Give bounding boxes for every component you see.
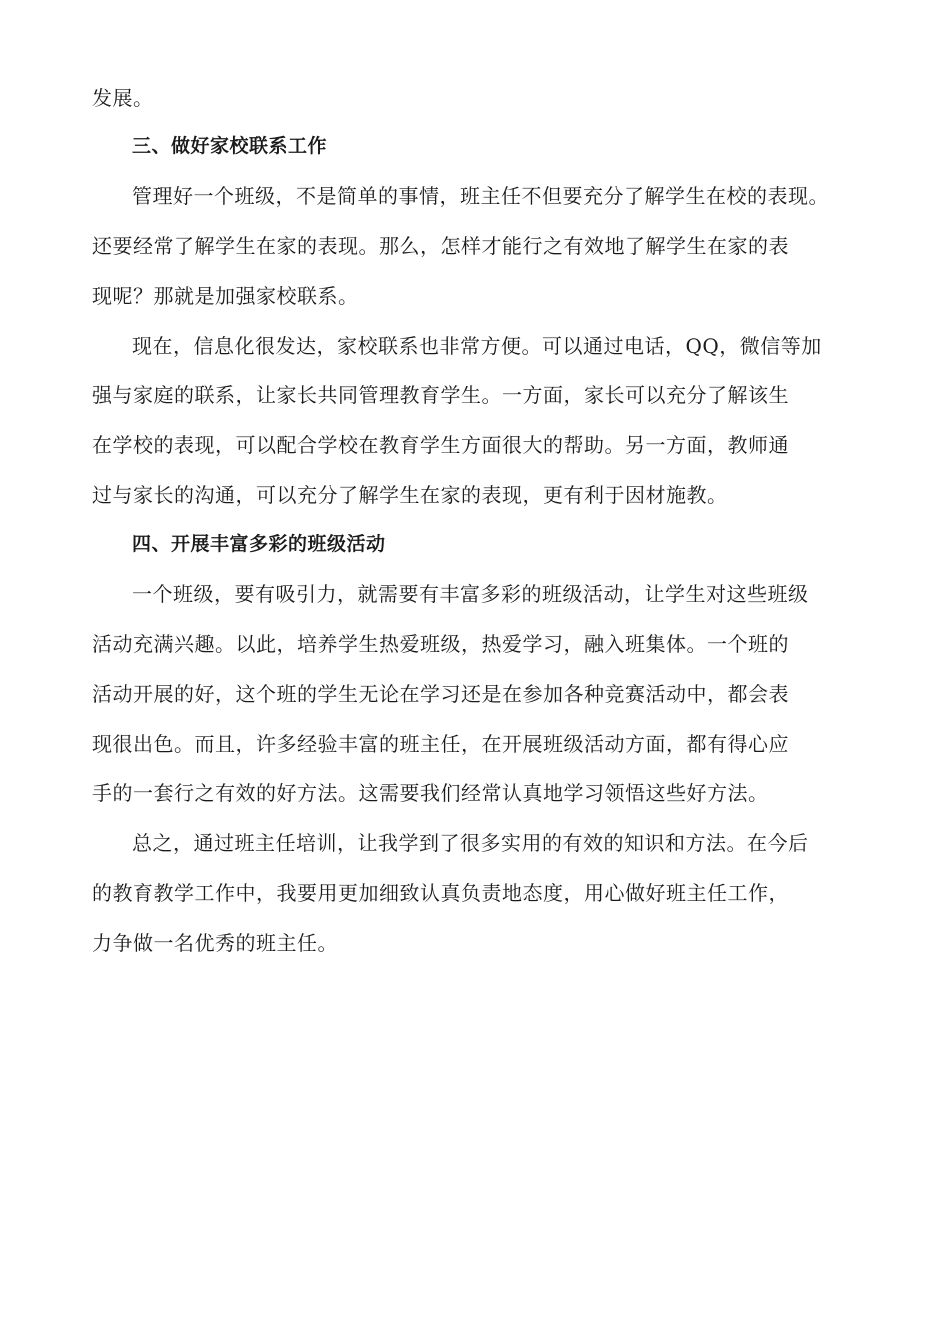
body-line: 管理好一个班级，不是简单的事情，班主任不但要充分了解学生在校的表现。 — [132, 184, 829, 208]
section-heading: 四、开展丰富多彩的班级活动 — [132, 533, 386, 555]
body-line: 活动开展的好，这个班的学生无论在学习还是在参加各种竞赛活动中，都会表 — [92, 682, 789, 706]
section-heading: 三、做好家校联系工作 — [132, 135, 328, 157]
body-line: 力争做一名优秀的班主任。 — [92, 931, 338, 955]
body-line: 总之，通过班主任培训，让我学到了很多实用的有效的知识和方法。在今后 — [132, 831, 809, 855]
body-line: 过与家长的沟通，可以充分了解学生在家的表现，更有利于因材施教。 — [92, 483, 728, 507]
body-line: 现很出色。而且，许多经验丰富的班主任，在开展班级活动方面，都有得心应 — [92, 732, 789, 756]
body-line: 一个班级，要有吸引力，就需要有丰富多彩的班级活动，让学生对这些班级 — [132, 582, 809, 606]
body-line: 现在，信息化很发达，家校联系也非常方便。可以通过电话，QQ，微信等加 — [132, 334, 822, 358]
body-line: 发展。 — [92, 86, 154, 110]
body-line: 手的一套行之有效的好方法。这需要我们经常认真地学习领悟这些好方法。 — [92, 781, 769, 805]
body-line: 在学校的表现，可以配合学校在教育学生方面很大的帮助。另一方面，教师通 — [92, 433, 789, 457]
body-line: 现呢？那就是加强家校联系。 — [92, 284, 359, 308]
body-line: 还要经常了解学生在家的表现。那么，怎样才能行之有效地了解学生在家的表 — [92, 234, 789, 258]
body-line: 的教育教学工作中，我要用更加细致认真负责地态度，用心做好班主任工作， — [92, 881, 789, 905]
body-line: 强与家庭的联系，让家长共同管理教育学生。一方面，家长可以充分了解该生 — [92, 383, 789, 407]
body-line: 活动充满兴趣。以此，培养学生热爱班级，热爱学习，融入班集体。一个班的 — [92, 632, 789, 656]
